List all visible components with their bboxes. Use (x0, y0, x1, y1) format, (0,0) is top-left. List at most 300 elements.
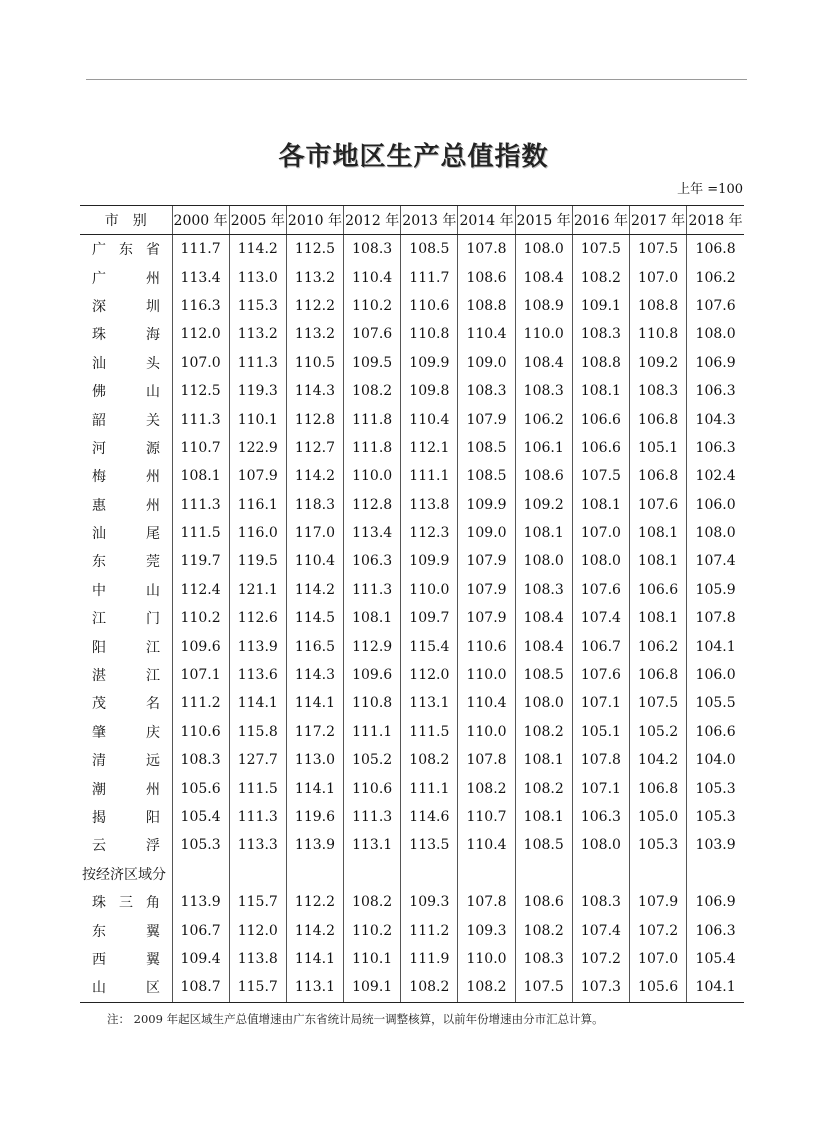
row-label: 珠三角 (92, 895, 160, 912)
row-label: 湛江 (92, 668, 160, 685)
table-cell: 105.5 (687, 689, 744, 717)
table-cell: 106.2 (630, 632, 687, 660)
table-cell: 108.2 (344, 888, 401, 916)
table-cell: 119.5 (229, 547, 286, 575)
table-cell: 107.8 (687, 604, 744, 632)
table-row (80, 661, 744, 689)
table-cell: 106.2 (687, 263, 744, 291)
table-cell: 106.3 (344, 547, 401, 575)
table-cell: 110.4 (286, 547, 343, 575)
table-cell: 108.3 (344, 235, 401, 264)
column-header: 2000 年 (172, 206, 229, 235)
table-cell: 107.9 (229, 462, 286, 490)
table-cell: 106.8 (687, 235, 744, 264)
table-cell: 108.2 (515, 774, 572, 802)
table-cell: 110.2 (344, 292, 401, 320)
table-cell: 106.3 (687, 377, 744, 405)
table-cell: 119.7 (172, 547, 229, 575)
table-cell: 109.1 (572, 292, 629, 320)
table-cell: 108.0 (515, 235, 572, 264)
table-cell: 108.8 (630, 292, 687, 320)
row-label: 东翼 (92, 923, 160, 940)
table-row (80, 746, 744, 774)
table-cell: 113.1 (401, 689, 458, 717)
table-cell: 108.7 (172, 973, 229, 1002)
table-row (80, 916, 744, 944)
table-cell: 104.2 (630, 746, 687, 774)
table-cell: 112.2 (286, 292, 343, 320)
table-cell (630, 860, 687, 888)
table-cell: 110.0 (401, 576, 458, 604)
table-row (80, 888, 744, 916)
table-cell: 110.4 (458, 831, 515, 859)
table-cell: 109.8 (401, 377, 458, 405)
table-cell: 111.2 (172, 689, 229, 717)
table-cell: 109.0 (458, 349, 515, 377)
table-cell: 112.5 (286, 235, 343, 264)
table-cell: 111.3 (344, 803, 401, 831)
table-cell (401, 860, 458, 888)
table-cell: 105.4 (687, 945, 744, 973)
table-cell: 110.6 (458, 632, 515, 660)
table-cell: 107.8 (458, 888, 515, 916)
table-cell: 106.9 (687, 349, 744, 377)
table-cell: 113.4 (344, 519, 401, 547)
table-cell: 119.6 (286, 803, 343, 831)
table-cell: 105.3 (687, 803, 744, 831)
table-cell: 117.2 (286, 718, 343, 746)
table-cell: 106.7 (572, 632, 629, 660)
table-cell: 112.4 (172, 576, 229, 604)
table-cell: 112.0 (401, 661, 458, 689)
table-cell: 111.5 (172, 519, 229, 547)
table-cell: 107.5 (572, 462, 629, 490)
header-rule (86, 79, 747, 80)
table-cell: 107.6 (687, 292, 744, 320)
table-row (80, 263, 744, 291)
table-cell: 114.2 (229, 235, 286, 264)
column-header: 2005 年 (229, 206, 286, 235)
table-cell: 110.0 (458, 661, 515, 689)
table-cell: 106.7 (172, 916, 229, 944)
table-cell: 107.8 (458, 235, 515, 264)
table-cell: 108.1 (515, 746, 572, 774)
table-row (80, 320, 744, 348)
table-cell: 109.6 (344, 661, 401, 689)
table-cell: 108.4 (515, 263, 572, 291)
table-cell: 105.3 (687, 774, 744, 802)
table-cell: 108.1 (572, 377, 629, 405)
table-cell: 102.4 (687, 462, 744, 490)
table-cell: 107.8 (458, 746, 515, 774)
table-cell: 112.9 (344, 632, 401, 660)
table-cell: 106.8 (630, 661, 687, 689)
table-row (80, 831, 744, 859)
table-cell: 107.4 (572, 916, 629, 944)
table-cell: 111.5 (229, 774, 286, 802)
page-title: 各市地区生产总值指数 (278, 142, 549, 172)
table-cell: 113.2 (286, 263, 343, 291)
table-row (80, 576, 744, 604)
table-cell: 108.5 (458, 462, 515, 490)
table-cell: 110.6 (172, 718, 229, 746)
table-row (80, 689, 744, 717)
row-label: 肇庆 (92, 724, 160, 741)
table-cell: 110.1 (344, 945, 401, 973)
table-cell: 113.1 (286, 973, 343, 1002)
table-cell: 111.3 (229, 803, 286, 831)
row-label: 揭阳 (92, 810, 160, 826)
table-cell: 107.1 (572, 774, 629, 802)
table-cell: 112.6 (229, 604, 286, 632)
table-cell: 112.2 (286, 888, 343, 916)
table-cell: 108.3 (515, 576, 572, 604)
table-cell: 110.0 (458, 945, 515, 973)
table-cell: 107.9 (630, 888, 687, 916)
table-cell: 115.8 (229, 718, 286, 746)
table-cell: 110.4 (458, 689, 515, 717)
table-cell: 109.9 (458, 491, 515, 519)
table-cell: 106.3 (687, 434, 744, 462)
row-label: 汕尾 (92, 526, 160, 543)
table-cell: 112.7 (286, 434, 343, 462)
table-cell: 114.6 (401, 803, 458, 831)
table-cell: 109.0 (458, 519, 515, 547)
table-cell: 105.6 (172, 774, 229, 802)
table-cell: 105.6 (630, 973, 687, 1002)
table-cell: 113.1 (344, 831, 401, 859)
table-cell: 108.3 (630, 377, 687, 405)
table-cell: 108.2 (458, 973, 515, 1002)
table-cell: 107.2 (630, 916, 687, 944)
table-cell: 108.2 (515, 916, 572, 944)
table-cell: 109.2 (515, 491, 572, 519)
table-cell: 105.0 (630, 803, 687, 831)
table-cell: 104.1 (687, 632, 744, 660)
table-cell: 106.8 (630, 462, 687, 490)
table-cell: 110.0 (515, 320, 572, 348)
table-row (80, 349, 744, 377)
column-header: 2017 年 (630, 206, 687, 235)
table-cell: 108.3 (515, 945, 572, 973)
table-cell: 108.5 (515, 831, 572, 859)
table-cell: 112.0 (229, 916, 286, 944)
table-cell: 109.7 (401, 604, 458, 632)
table-cell: 106.6 (687, 718, 744, 746)
table-row (80, 491, 744, 519)
table-cell: 113.2 (286, 320, 343, 348)
table-cell: 115.3 (229, 292, 286, 320)
table-cell: 108.1 (515, 519, 572, 547)
table-cell: 110.5 (286, 349, 343, 377)
footnote: 注： 2009 年起区域生产总值增速由广东省统计局统一调整核算，以前年份增速由分市汇总计算。 (107, 1012, 604, 1026)
table-cell: 108.1 (630, 519, 687, 547)
group-label: 按经济区域分 (82, 866, 166, 883)
unit-note: 上年 =100 (677, 182, 743, 197)
table-cell (572, 860, 629, 888)
table-cell: 108.4 (515, 632, 572, 660)
table-cell: 111.2 (401, 916, 458, 944)
table-cell: 113.9 (286, 831, 343, 859)
table-cell: 113.8 (401, 491, 458, 519)
table-row (80, 462, 744, 490)
table-cell: 110.6 (344, 774, 401, 802)
table-cell: 108.5 (401, 235, 458, 264)
table-cell: 106.2 (515, 405, 572, 433)
table-cell: 107.6 (344, 320, 401, 348)
row-label: 西翼 (92, 951, 160, 968)
table-row (80, 774, 744, 802)
column-header: 2013 年 (401, 206, 458, 235)
table-body (80, 235, 744, 1003)
table-cell: 111.3 (229, 349, 286, 377)
table-cell: 107.3 (572, 973, 629, 1002)
table-cell: 111.9 (401, 945, 458, 973)
table-cell: 108.0 (572, 547, 629, 575)
table-cell: 114.5 (286, 604, 343, 632)
table-cell: 110.4 (458, 320, 515, 348)
table-cell: 111.7 (172, 235, 229, 264)
table-cell: 109.1 (344, 973, 401, 1002)
table-row (80, 860, 744, 888)
table-cell: 108.1 (630, 604, 687, 632)
table-cell: 110.8 (344, 689, 401, 717)
table-cell: 114.1 (286, 689, 343, 717)
table-cell: 108.2 (401, 973, 458, 1002)
table-row (80, 547, 744, 575)
table-cell: 105.1 (630, 434, 687, 462)
table-cell: 109.9 (401, 547, 458, 575)
table-cell: 106.6 (630, 576, 687, 604)
table-cell: 111.8 (344, 405, 401, 433)
row-label: 广州 (92, 270, 160, 287)
table-cell (344, 860, 401, 888)
table-cell: 107.5 (630, 235, 687, 264)
column-header: 2015 年 (515, 206, 572, 235)
table-cell: 114.1 (286, 774, 343, 802)
table-cell: 108.1 (572, 491, 629, 519)
table-cell: 108.4 (515, 604, 572, 632)
table-header-row (80, 206, 744, 235)
table-cell: 115.7 (229, 973, 286, 1002)
table-cell: 113.5 (401, 831, 458, 859)
table-cell: 110.0 (458, 718, 515, 746)
table-cell: 110.7 (458, 803, 515, 831)
row-label: 珠海 (92, 327, 160, 344)
table-cell: 108.6 (458, 263, 515, 291)
table-cell: 111.1 (401, 774, 458, 802)
row-label: 韶关 (92, 412, 160, 429)
table-cell: 108.0 (687, 519, 744, 547)
gdp-index-table (80, 205, 744, 1003)
table-cell: 107.0 (630, 263, 687, 291)
table-row (80, 405, 744, 433)
table-cell (687, 860, 744, 888)
table-cell: 116.5 (286, 632, 343, 660)
table-cell: 106.8 (630, 405, 687, 433)
table-cell: 108.1 (630, 547, 687, 575)
row-label: 佛山 (92, 384, 160, 401)
table-row (80, 973, 744, 1002)
table-cell: 114.2 (286, 916, 343, 944)
row-label: 山区 (92, 980, 160, 997)
table-cell: 106.3 (572, 803, 629, 831)
table-cell: 113.6 (229, 661, 286, 689)
table-cell: 114.2 (286, 462, 343, 490)
table-cell: 113.9 (172, 888, 229, 916)
table-cell: 112.3 (401, 519, 458, 547)
table-row (80, 292, 744, 320)
table-cell: 108.3 (572, 888, 629, 916)
table-cell: 110.4 (344, 263, 401, 291)
table-cell: 108.0 (515, 547, 572, 575)
table-cell: 108.3 (515, 377, 572, 405)
table-cell: 111.8 (344, 434, 401, 462)
table-cell: 103.9 (687, 831, 744, 859)
table-cell: 110.7 (172, 434, 229, 462)
row-label: 梅州 (92, 469, 160, 486)
table-cell: 107.9 (458, 405, 515, 433)
row-label: 汕头 (92, 355, 160, 372)
column-header: 2014 年 (458, 206, 515, 235)
table-cell: 107.9 (458, 576, 515, 604)
table-cell: 116.0 (229, 519, 286, 547)
table-cell: 110.6 (401, 292, 458, 320)
table-cell: 110.2 (172, 604, 229, 632)
table-cell: 112.8 (344, 491, 401, 519)
table-cell: 108.2 (401, 746, 458, 774)
table-cell: 104.0 (687, 746, 744, 774)
table-cell: 107.6 (630, 491, 687, 519)
column-header: 2010 年 (286, 206, 343, 235)
row-label: 茂名 (92, 696, 160, 713)
table-cell: 107.1 (572, 689, 629, 717)
table-row (80, 235, 744, 264)
table-cell: 109.3 (458, 916, 515, 944)
table-row (80, 945, 744, 973)
table-cell: 108.6 (515, 462, 572, 490)
table-cell: 106.9 (687, 888, 744, 916)
table-cell: 104.1 (687, 973, 744, 1002)
table-cell: 112.5 (172, 377, 229, 405)
table-cell: 107.0 (572, 519, 629, 547)
table-cell: 121.1 (229, 576, 286, 604)
table-cell: 106.3 (687, 916, 744, 944)
column-header: 2018 年 (687, 206, 744, 235)
table-cell: 105.4 (172, 803, 229, 831)
table-cell: 114.1 (286, 945, 343, 973)
table-cell (515, 860, 572, 888)
table-cell: 109.6 (172, 632, 229, 660)
table-cell: 108.1 (344, 604, 401, 632)
table-cell: 111.3 (172, 491, 229, 519)
table-cell: 108.0 (515, 689, 572, 717)
table-row (80, 377, 744, 405)
table-cell: 110.2 (344, 916, 401, 944)
table-cell: 115.4 (401, 632, 458, 660)
table-cell: 112.8 (286, 405, 343, 433)
table-cell: 109.5 (344, 349, 401, 377)
table-cell: 118.3 (286, 491, 343, 519)
table-cell: 109.4 (172, 945, 229, 973)
table-cell: 108.2 (458, 774, 515, 802)
table-cell: 110.4 (401, 405, 458, 433)
table-cell: 108.1 (515, 803, 572, 831)
table-cell: 117.0 (286, 519, 343, 547)
table-cell: 107.8 (572, 746, 629, 774)
table-cell: 114.1 (229, 689, 286, 717)
table-cell: 113.4 (172, 263, 229, 291)
table-cell (458, 860, 515, 888)
table-cell: 107.9 (458, 604, 515, 632)
table-cell: 108.9 (515, 292, 572, 320)
table-cell: 106.6 (572, 434, 629, 462)
table-cell: 113.3 (229, 831, 286, 859)
column-header: 2016 年 (572, 206, 629, 235)
table-cell: 106.6 (572, 405, 629, 433)
table-cell: 108.0 (687, 320, 744, 348)
row-label: 惠州 (92, 497, 160, 514)
table-cell: 107.6 (572, 661, 629, 689)
row-label: 广东省 (92, 242, 160, 259)
table-cell: 108.0 (572, 831, 629, 859)
table-cell: 107.1 (172, 661, 229, 689)
table-cell: 111.3 (172, 405, 229, 433)
table-cell: 108.3 (572, 320, 629, 348)
table-cell: 108.3 (172, 746, 229, 774)
table-cell: 105.3 (172, 831, 229, 859)
table-cell: 107.2 (572, 945, 629, 973)
table-cell: 109.9 (401, 349, 458, 377)
table-cell: 108.8 (458, 292, 515, 320)
table-cell: 107.5 (515, 973, 572, 1002)
table-row (80, 632, 744, 660)
table-cell: 107.4 (572, 604, 629, 632)
table-row (80, 519, 744, 547)
table-cell: 107.4 (687, 547, 744, 575)
table-cell: 127.7 (229, 746, 286, 774)
column-header: 2012 年 (344, 206, 401, 235)
table-cell: 106.8 (630, 774, 687, 802)
table-cell: 105.2 (630, 718, 687, 746)
table-cell: 111.3 (344, 576, 401, 604)
table-cell: 107.9 (458, 547, 515, 575)
table-cell: 110.8 (630, 320, 687, 348)
table-cell: 112.0 (172, 320, 229, 348)
table-cell (229, 860, 286, 888)
table-cell: 113.0 (286, 746, 343, 774)
table-cell: 114.2 (286, 576, 343, 604)
table-row (80, 604, 744, 632)
table-cell: 113.9 (229, 632, 286, 660)
row-label: 潮州 (92, 781, 160, 798)
row-label: 云浮 (92, 838, 160, 855)
row-label: 江门 (92, 611, 160, 628)
table-row (80, 803, 744, 831)
table-cell: 116.3 (172, 292, 229, 320)
table-cell: 115.7 (229, 888, 286, 916)
table-cell: 109.2 (630, 349, 687, 377)
table-cell: 108.2 (344, 377, 401, 405)
table-cell: 110.0 (344, 462, 401, 490)
row-label: 深圳 (92, 298, 160, 315)
table-cell: 106.0 (687, 491, 744, 519)
row-label: 河源 (92, 440, 160, 457)
table-cell: 110.8 (401, 320, 458, 348)
row-label: 清远 (92, 753, 160, 770)
table-row (80, 434, 744, 462)
table-cell: 108.2 (572, 263, 629, 291)
